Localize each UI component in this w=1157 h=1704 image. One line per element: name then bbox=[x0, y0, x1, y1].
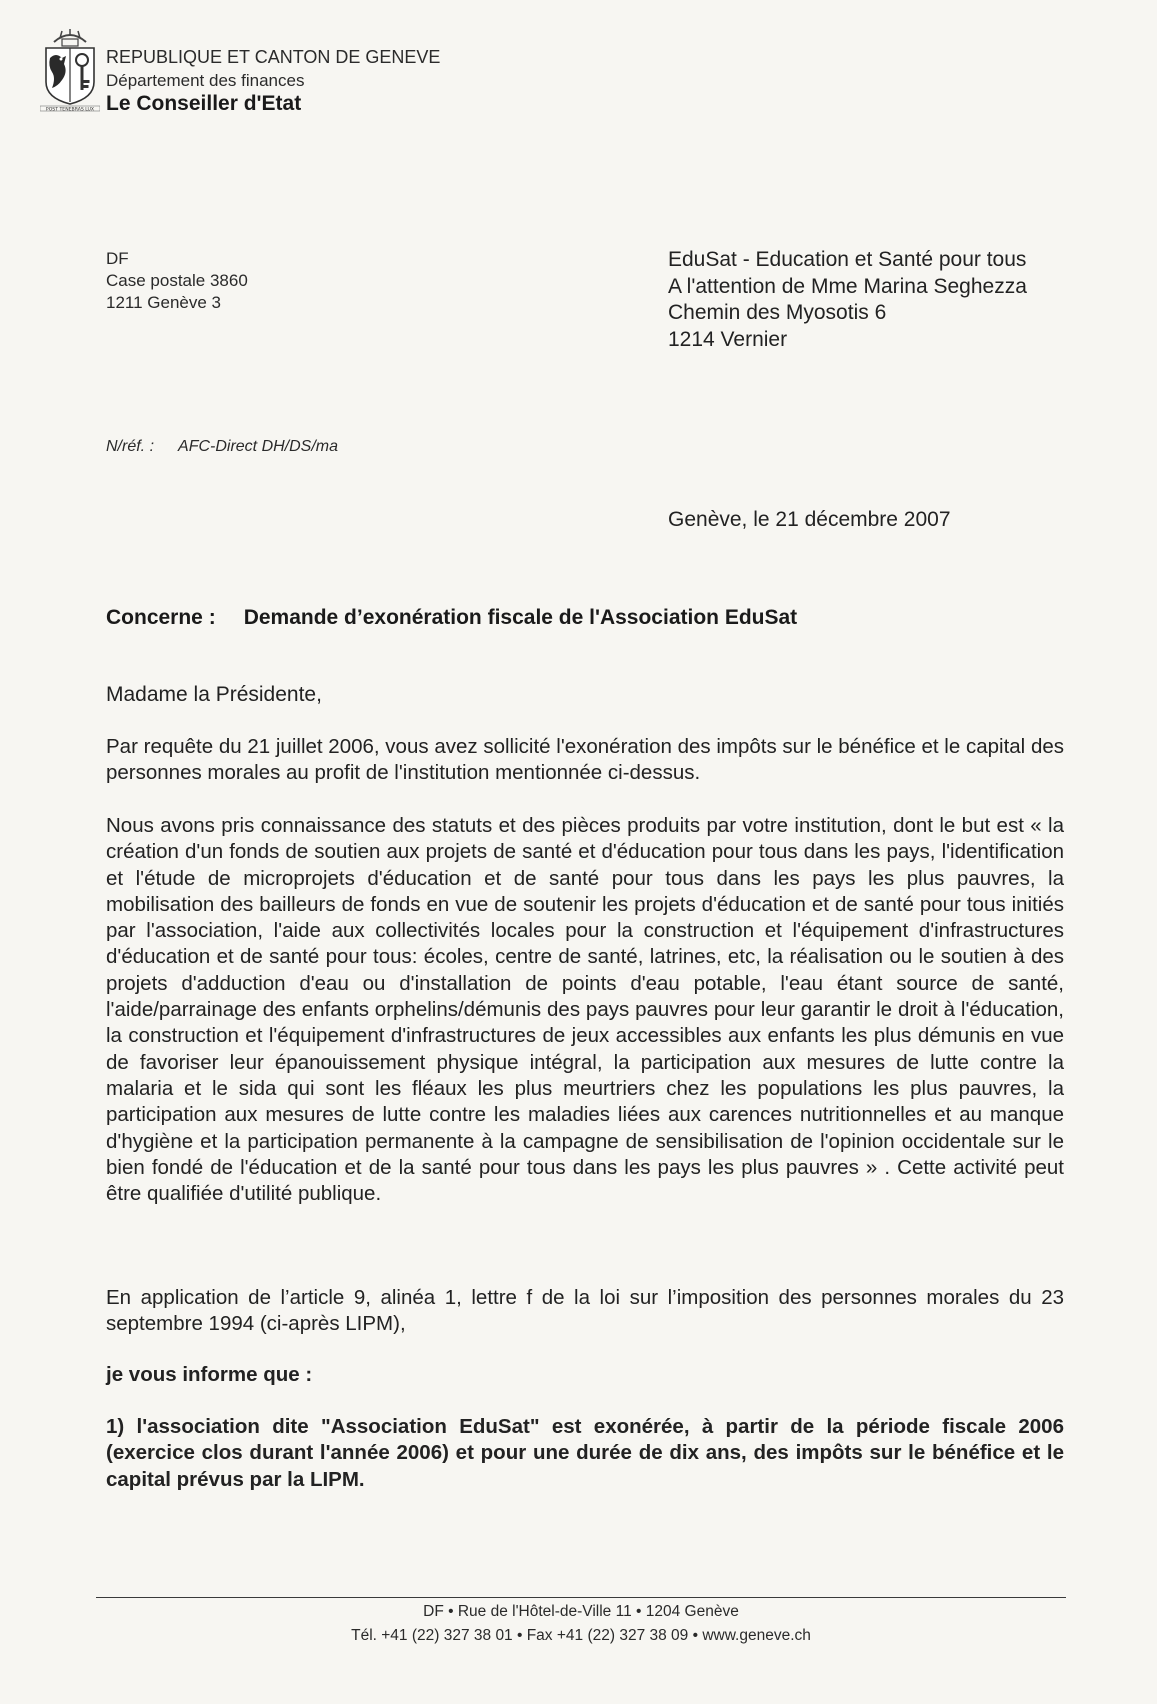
reference bbox=[106, 438, 338, 456]
letter-date: Genève, le 21 décembre 2007 bbox=[668, 508, 951, 531]
recipient-line: EduSat - Education et Santé pour tous bbox=[668, 248, 1027, 271]
sender-address bbox=[106, 248, 248, 314]
footer-contact: Tél. +41 (22) 327 38 01 • Fax +41 (22) 327 38 09 • www.geneve.ch bbox=[351, 1627, 811, 1644]
subject-line bbox=[106, 606, 797, 630]
letterhead-department: Département des finances bbox=[106, 71, 305, 90]
recipient-line: 1214 Vernier bbox=[668, 327, 788, 351]
paragraph-inform: je vous informe que : bbox=[106, 1363, 313, 1386]
paragraph-decision: 1) l'association dite "Association EduSat" est exonérée, à partir de la période fiscale 2006 (exercice clos durant l'année 2006) et pour une durée de dix ans, des impôts sur le bénéfice et le capital prévus par la LIPM. bbox=[106, 1415, 1064, 1491]
paragraph-request: Par requête du 21 juillet 2006, vous avez sollicité l'exonération des impôts sur le bénéfice et le capital des personnes morales au profit de l'institution mentionnée ci-dessus. bbox=[106, 735, 1064, 785]
letterhead-republic: REPUBLIQUE ET CANTON DE GENEVE bbox=[106, 47, 441, 67]
reference-value: AFC-Direct DH/DS/ma bbox=[178, 438, 339, 455]
footer-address: DF • Rue de l'Hôtel-de-Ville 11 • 1204 Genève bbox=[423, 1603, 739, 1620]
subject-text: Demande d’exonération fiscale de l'Association EduSat bbox=[243, 606, 798, 629]
sender-line: 1211 Genève 3 bbox=[106, 293, 221, 312]
letterhead-title: Le Conseiller d'Etat bbox=[106, 92, 302, 115]
salutation: Madame la Présidente, bbox=[106, 683, 322, 706]
paragraph-legal-basis: En application de l’article 9, alinéa 1, lettre f de la loi sur l’imposition des personnes morales du 23 septembre 1994 (ci-après LIPM), bbox=[106, 1286, 1064, 1336]
crest-motto: POST TENEBRAS LUX bbox=[45, 107, 95, 112]
reference-label: N/réf. : bbox=[106, 438, 155, 455]
recipient-line: Chemin des Myosotis 6 bbox=[668, 301, 887, 324]
recipient-line: A l'attention de Mme Marina Seghezza bbox=[668, 274, 1027, 298]
footer-divider bbox=[96, 1597, 1066, 1598]
sender-line: Case postale 3860 bbox=[106, 271, 248, 290]
subject-label: Concerne : bbox=[106, 606, 216, 629]
geneva-coat-of-arms-icon bbox=[40, 28, 100, 112]
sender-line: DF bbox=[106, 249, 129, 268]
paragraph-statutes: Nous avons pris connaissance des statuts et des pièces produits par votre institution, dont le but est « la création d'un fonds de soutien aux projets de santé et d'éducation pour tous dans les pays, l'identification et l'étude de microprojets d'éducation et de santé pour tous dans les pays les plus pauvres, la mobilisation des bailleurs de fonds en vue de soutenir les projets d'éducation et de santé pour tous initiés par l'association, l'aide aux collectivités locales pour la construction et l'équipement d'infrastructures d'éducation et de santé pour tous: écoles, centre de santé, latrines, etc, la réalisation ou le soutien à des projets d'adduction d'eau ou d'installation de points d'eau potable, l'eau étant source de santé, l'aide/parrainage des enfants orphelins/démunis des pays pauvres pour leur garantir le droit à l'éducation, la construction et l'équipement d'infrastructures de jeux accessibles aux enfants les plus démunis en vue de favoriser leur épanouissement physique intégral, la participation aux mesures de lutte contre la malaria et le sida qui sont les fléaux les plus meurtriers chez les populations les plus pauvres, la participation aux mesures de lutte contre les maladies liées aux carences nutritionnelles et au manque d'hygiène et la participation permanente à la campagne de sensibilisation de l'opinion occidentale sur le bien fondé de l'éducation et de la santé pour tous dans les pays les plus pauvres » . Cette activité peut être qualifiée d'utilité publique. bbox=[106, 814, 1064, 1206]
recipient-address bbox=[668, 247, 1027, 353]
letterhead bbox=[106, 46, 440, 115]
